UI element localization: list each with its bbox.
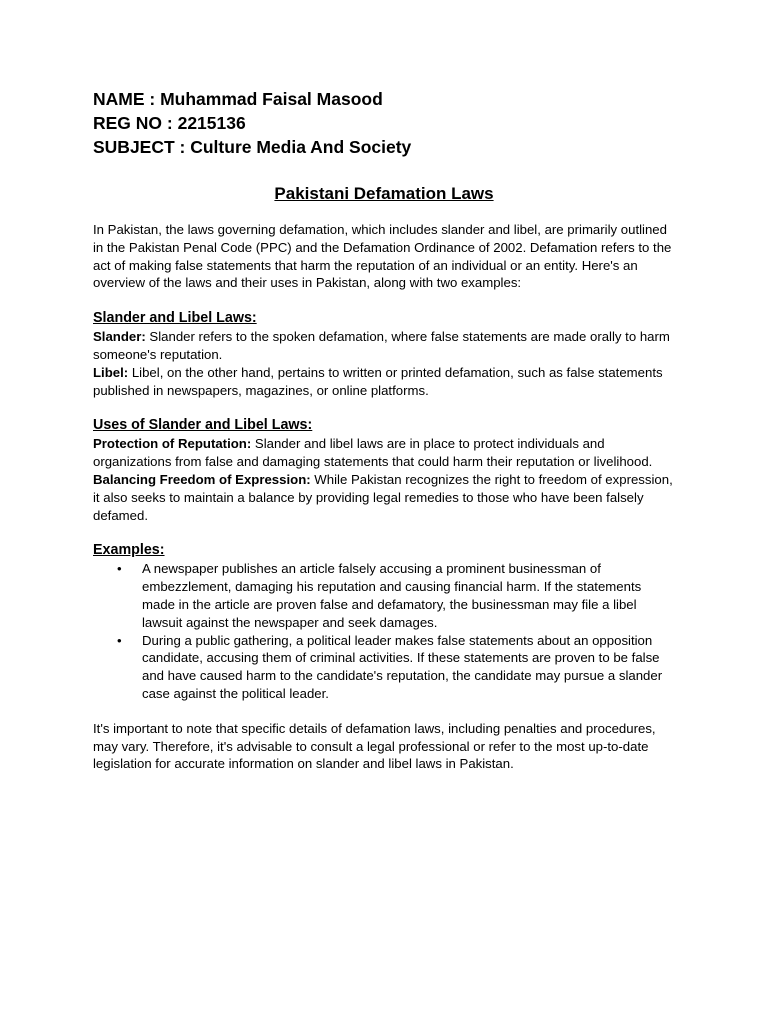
slander-term: Slander: bbox=[93, 329, 146, 345]
libel-definition bbox=[93, 364, 675, 400]
student-name: NAME : Muhammad Faisal Masood bbox=[93, 89, 383, 109]
list-item bbox=[93, 560, 675, 631]
subject-line: SUBJECT : Culture Media And Society bbox=[93, 137, 412, 157]
protection-term: Protection of Reputation: bbox=[93, 436, 252, 452]
heading-examples: Examples: bbox=[93, 542, 165, 559]
example-newspaper: A newspaper publishes an article falsely accusing a prominent businessman of embezzlement, damaging his reputation and causing financial harm. If the statements made in the article are proven false and defamatory, the businessman may file a libel lawsuit against the newspaper and seek damages. bbox=[142, 561, 642, 630]
document-title: Pakistani Defamation Laws bbox=[274, 184, 494, 203]
protection-text: Slander and libel laws are in place to protect individuals and organizations from false and damaging statements that could harm their reputation or livelihood. bbox=[93, 436, 653, 470]
slander-text: Slander refers to the spoken defamation, where false statements are made orally to harm someone's reputation. bbox=[93, 329, 670, 362]
intro-paragraph: In Pakistan, the laws governing defamation, which includes slander and libel, are primarily outlined in the Pakistan Penal Code (PPC) and the Defamation Ordinance of 2002. Defamation refers to the act of making false statements that harm the reputation of an individual or an entity. Here's an overview of the laws and their uses in Pakistan, along with two examples: bbox=[93, 222, 672, 291]
header-block bbox=[93, 87, 675, 159]
list-item bbox=[93, 632, 675, 703]
closing-paragraph: It's important to note that specific details of defamation laws, including penalties and procedures, may vary. Therefore, it's advisable to consult a legal professional or refer to the most up-to-date legislation for accurate information on slander and libel laws in Pakistan. bbox=[93, 720, 656, 772]
protection-of-reputation bbox=[93, 435, 675, 471]
balancing-term: Balancing Freedom of Expression: bbox=[93, 471, 311, 487]
heading-slander-libel-laws: Slander and Libel Laws: bbox=[93, 310, 257, 327]
libel-text: Libel, on the other hand, pertains to written or printed defamation, such as false statements published in newspapers, magazines, or online platforms. bbox=[93, 364, 663, 398]
heading-uses: Uses of Slander and Libel Laws: bbox=[93, 417, 313, 434]
examples-list bbox=[93, 560, 675, 702]
registration-number: REG NO : 2215136 bbox=[93, 113, 246, 133]
bullet-icon: • bbox=[117, 632, 122, 648]
bullet-icon: • bbox=[117, 561, 122, 577]
slander-definition bbox=[93, 328, 675, 364]
example-political-leader: During a public gathering, a political leader makes false statements about an opposition candidate, accusing them of criminal activities. If these statements are proven to be false and have caused harm to the candidate's reputation, the candidate may pursue a slander case against the political leader. bbox=[142, 632, 663, 701]
libel-term: Libel: bbox=[93, 364, 129, 380]
balancing-text: While Pakistan recognizes the right to freedom of expression, it also seeks to maintain a balance by providing legal remedies to those who have been falsely defamed. bbox=[93, 471, 673, 523]
balancing-freedom bbox=[93, 471, 675, 524]
